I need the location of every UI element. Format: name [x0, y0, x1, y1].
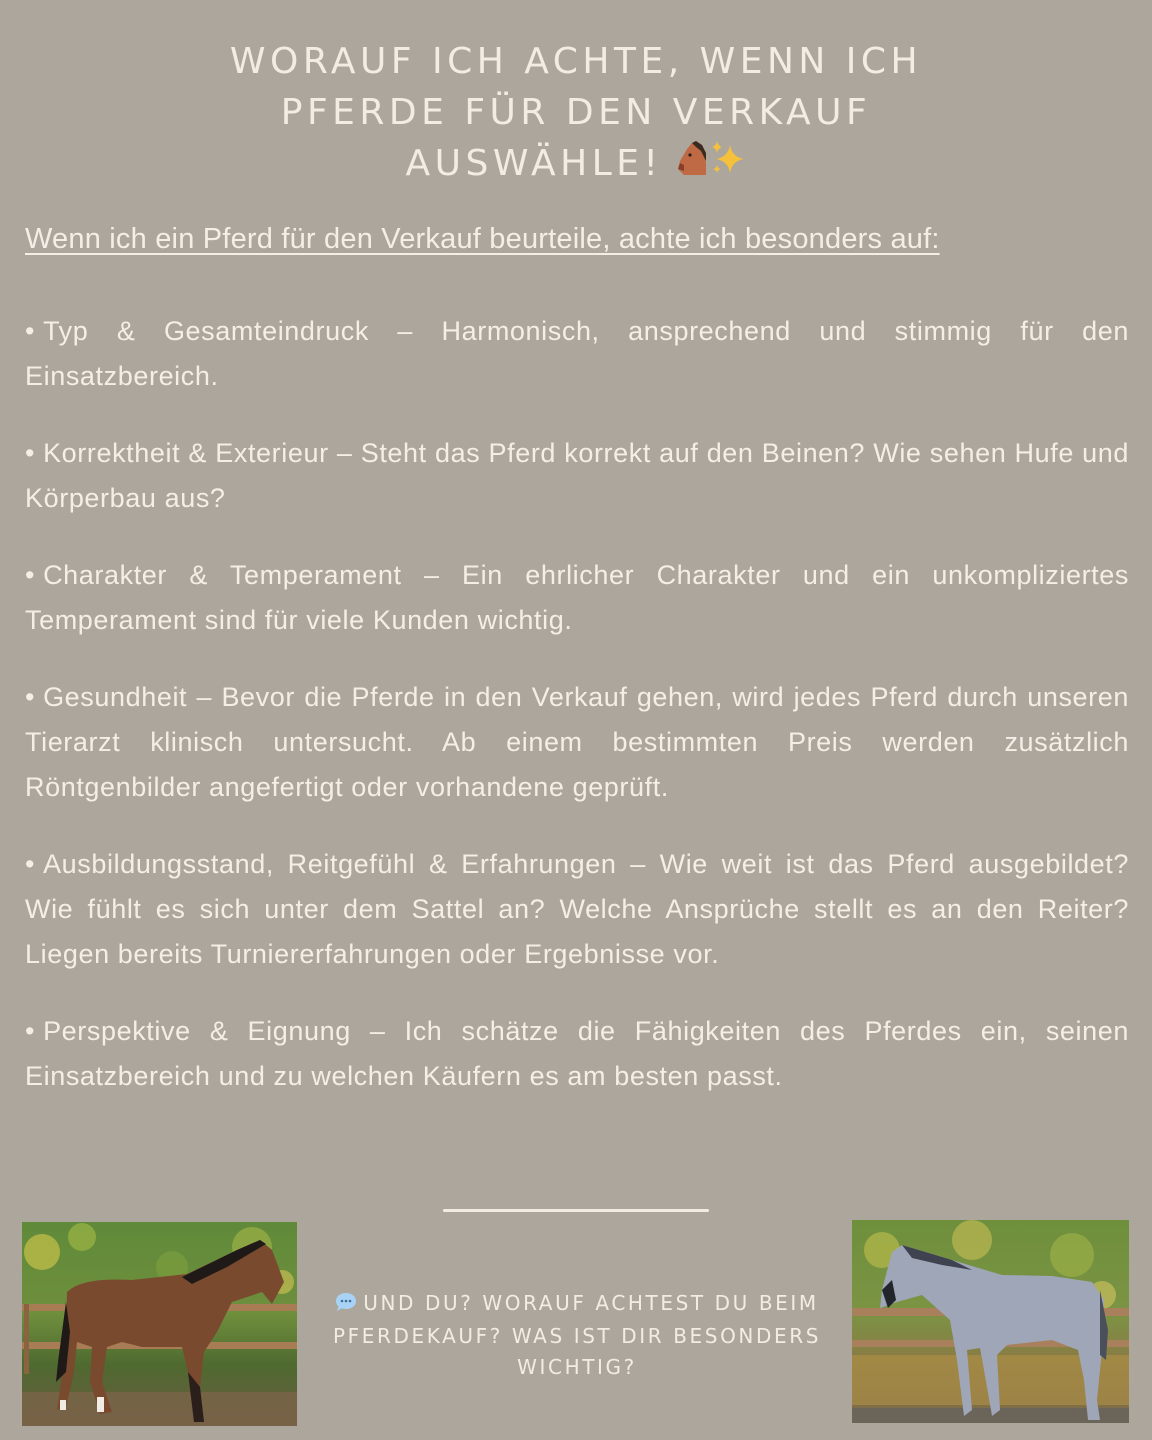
bullet-marker: •: [25, 849, 36, 879]
cta-text: UND DU? WORAUF ACHTEST DU BEIM PFERDEKAUF? WAS IST DIR BESONDERS WICHTIG?: [332, 1291, 822, 1379]
list-item-training: [25, 842, 1129, 977]
criteria-list: [25, 309, 1129, 1131]
horse-face-icon: [670, 139, 710, 191]
list-item-text: Korrektheit & Exterieur – Steht das Pferd korrekt auf den Beinen? Wie sehen Hufe und Körperbau aus?: [25, 438, 1129, 513]
list-item-text: Ausbildungsstand, Reitgefühl & Erfahrungen – Wie weit ist das Pferd ausgebildet? Wie fühlt es sich unter dem Sattel an? Welche Ansprüche stellt es an den Reiter? Liegen bereits Turniererfahrungen oder Ergebnisse vor.: [25, 849, 1129, 969]
grey-horse-photo: [852, 1220, 1129, 1423]
bullet-marker: •: [25, 316, 36, 346]
list-item-type: [25, 309, 1129, 399]
list-item-perspective: [25, 1009, 1129, 1099]
list-item-text: Typ & Gesamteindruck – Harmonisch, ansprechend und stimmig für den Einsatzbereich.: [25, 316, 1129, 391]
title-line-1: WORAUF ICH ACHTE, WENN ICH: [229, 41, 923, 82]
title-line-3: [0, 138, 1152, 191]
page-title: [0, 36, 1152, 191]
list-item-text: Perspektive & Eignung – Ich schätze die Fähigkeiten des Pferdes ein, seinen Einsatzbereich und zu welchen Käufern es am besten passt.: [25, 1016, 1129, 1091]
list-item-text: Gesundheit – Bevor die Pferde in den Verkauf gehen, wird jedes Pferd durch unseren Tierarzt klinisch untersucht. Ab einem bestimmten Preis werden zusätzlich Röntgenbilder angefertigt oder vorhandene geprüft.: [25, 682, 1129, 802]
call-to-action: [312, 1288, 842, 1383]
intro-heading: Wenn ich ein Pferd für den Verkauf beurteile, achte ich besonders auf:: [25, 223, 940, 255]
list-item-text: Charakter & Temperament – Ein ehrlicher Charakter und ein unkompliziertes Temperament sind für viele Kunden wichtig.: [25, 560, 1129, 635]
divider: [443, 1209, 709, 1212]
list-item-health: [25, 675, 1129, 810]
bullet-marker: •: [25, 1016, 36, 1046]
bullet-marker: •: [25, 438, 36, 468]
list-item-character: [25, 553, 1129, 643]
list-item-correctness: [25, 431, 1129, 521]
bay-horse-photo: [22, 1222, 297, 1426]
bullet-marker: •: [25, 560, 36, 590]
sparkles-icon: [710, 139, 746, 191]
speech-bubble-icon: [335, 1290, 357, 1321]
title-line-2: PFERDE FÜR DEN VERKAUF: [280, 92, 872, 133]
bullet-marker: •: [25, 682, 36, 712]
title-line-3-text: AUSWÄHLE!: [405, 143, 663, 184]
